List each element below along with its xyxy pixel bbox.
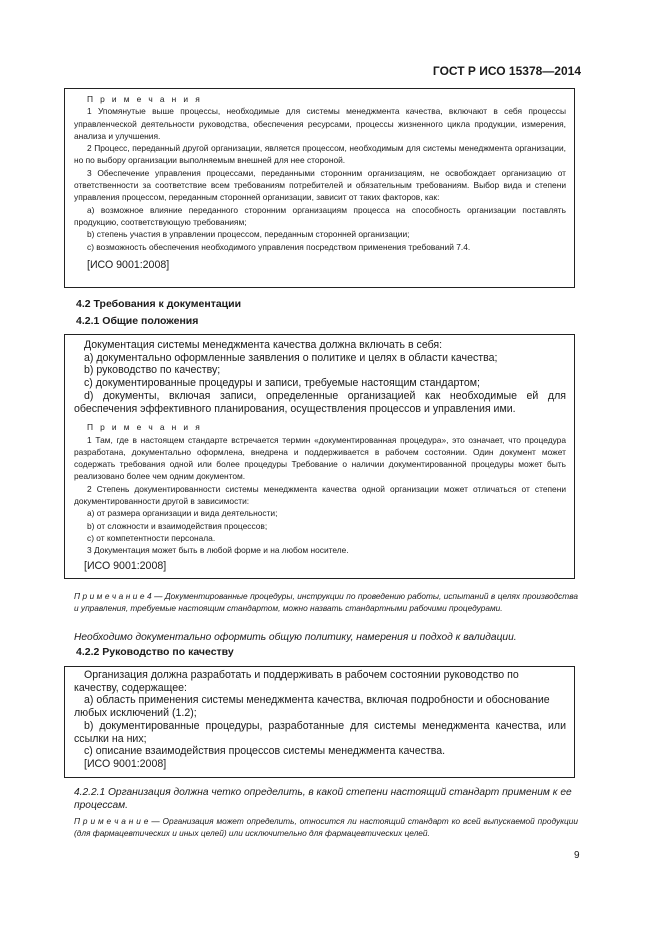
note-3: 3 Документация может быть в любой форме и на любом носителе. xyxy=(87,545,349,556)
note-3-item-a: a) возможное влияние переданного сторонним организациям процесса на способность организации поставлять продукцию, соответствующую требованиям; xyxy=(74,204,566,227)
note-application-scope: П р и м е ч а н и е — Организация может определить, относится ли настоящий стандарт ко всей выпускаемой продукции (для фармацевтических и иных целей) или исключительно для фармацевтических целей. xyxy=(74,816,578,838)
quality-manual-box xyxy=(64,666,575,778)
clause-4-2-2-1: 4.2.2.1 Организация должна четко определить, в какой степени настоящий стандарт применим к ее процессам. xyxy=(74,787,572,811)
requirements-intro: Документация системы менеджмента качества должна включать в себя: xyxy=(84,339,443,351)
reference: [ИСО 9001:2008] xyxy=(87,258,170,271)
requirement-c: c) документированные процедуры и записи, требуемые настоящим стандартом; xyxy=(84,377,480,390)
validation-paragraph: Необходимо документально оформить общую политику, намерения и подход к валидации. xyxy=(74,632,517,643)
documentation-requirements-box xyxy=(64,334,575,579)
quality-manual-item-b: b) документированные процедуры, разработанные для системы менеджмента качества, или ссылки на них; xyxy=(74,719,566,745)
notes-title: П р и м е ч а н и я xyxy=(87,94,203,104)
note-3-item-c: c) возможность обеспечения необходимого управления посредством применения требований 7.4. xyxy=(87,241,471,252)
reference: [ИСО 9001:2008] xyxy=(84,757,167,770)
requirement-a: а) документально оформленные заявления о политике и целях в области качества; xyxy=(84,351,498,364)
note-3: 3 Обеспечение управления процессами, переданными сторонним организациям, не освобождает организацию от ответственности за соответствие всем требованиям потребителей и обязательным требованиям. Выбор вида и степени управления процессом, переданным сторонней организации, зависит от таких факторов, как: xyxy=(74,167,566,203)
section-heading-4-2: 4.2 Требования к документации xyxy=(76,298,242,310)
note-2-item-c: c) от компетентности персонала. xyxy=(87,532,216,543)
note-2-item-b: b) от сложности и взаимодействия процессов; xyxy=(87,520,268,531)
note-1: 1 Упомянутые выше процессы, необходимые для системы менеджмента качества, включают в себя процессы управленческой деятельности руководства, обеспечения ресурсами, процессы жизненного цикла продукции, измерения, анализа и улучшения. xyxy=(74,106,566,141)
note-1: 1 Там, где в настоящем стандарте встречается термин «документированная процедура», это означает, что процедура разработана, документально оформлена, внедрена и поддерживается в рабочем состоянии. Один документ может содержать требования одной или более процедуры Требование о наличии документированной процедуры может быть реализовано более чем одним документом. xyxy=(74,434,566,482)
page-number: 9 xyxy=(574,850,580,861)
note-2: 2 Степень документированности системы менеджмента качества одной организации может отличаться от степени документированности другой в зависимости: xyxy=(74,483,566,506)
document-header: ГОСТ Р ИСО 15378—2014 xyxy=(432,64,581,78)
notes-title: П р и м е ч а н и я xyxy=(87,422,203,433)
note-2-item-a: a) от размера организации и вида деятельности; xyxy=(87,508,278,519)
note-2: 2 Процесс, переданный другой организации, является процессом, необходимым для системы менеджмента организации, но по выбору организации выполняемым внешней для нее стороной. xyxy=(74,143,566,166)
notes-box-processes xyxy=(64,88,575,288)
section-heading-4-2-2: 4.2.2 Руководство по качеству xyxy=(76,646,234,658)
reference: [ИСО 9001:2008] xyxy=(84,560,167,573)
requirement-d: d) документы, включая записи, определенные организацией как необходимые ей для обеспечения эффективного планирования, осуществления процессов и управления ими. xyxy=(74,389,566,415)
requirement-b: b) руководство по качеству; xyxy=(84,364,221,377)
note-3-item-b: b) степень участия в управлении процессом, переданным сторонней организации; xyxy=(87,229,410,240)
quality-manual-item-c: c) описание взаимодействия процессов системы менеджмента качества. xyxy=(84,745,446,758)
quality-manual-item-a: а) область применения системы менеджмента качества, включая подробности и обоснование любых исключений (1.2); xyxy=(74,694,550,720)
section-heading-4-2-1: 4.2.1 Общие положения xyxy=(76,315,199,327)
quality-manual-intro: Организация должна разработать и поддерживать в рабочем состоянии руководство по качеству, содержащее: xyxy=(74,669,519,694)
note-4: П р и м е ч а н и е 4 — Документированные процедуры, инструкции по проведению работы, испытаний в целях производства и управления, требуемые настоящим стандартом, можно назвать стандартными рабочими процедурами. xyxy=(74,591,578,613)
